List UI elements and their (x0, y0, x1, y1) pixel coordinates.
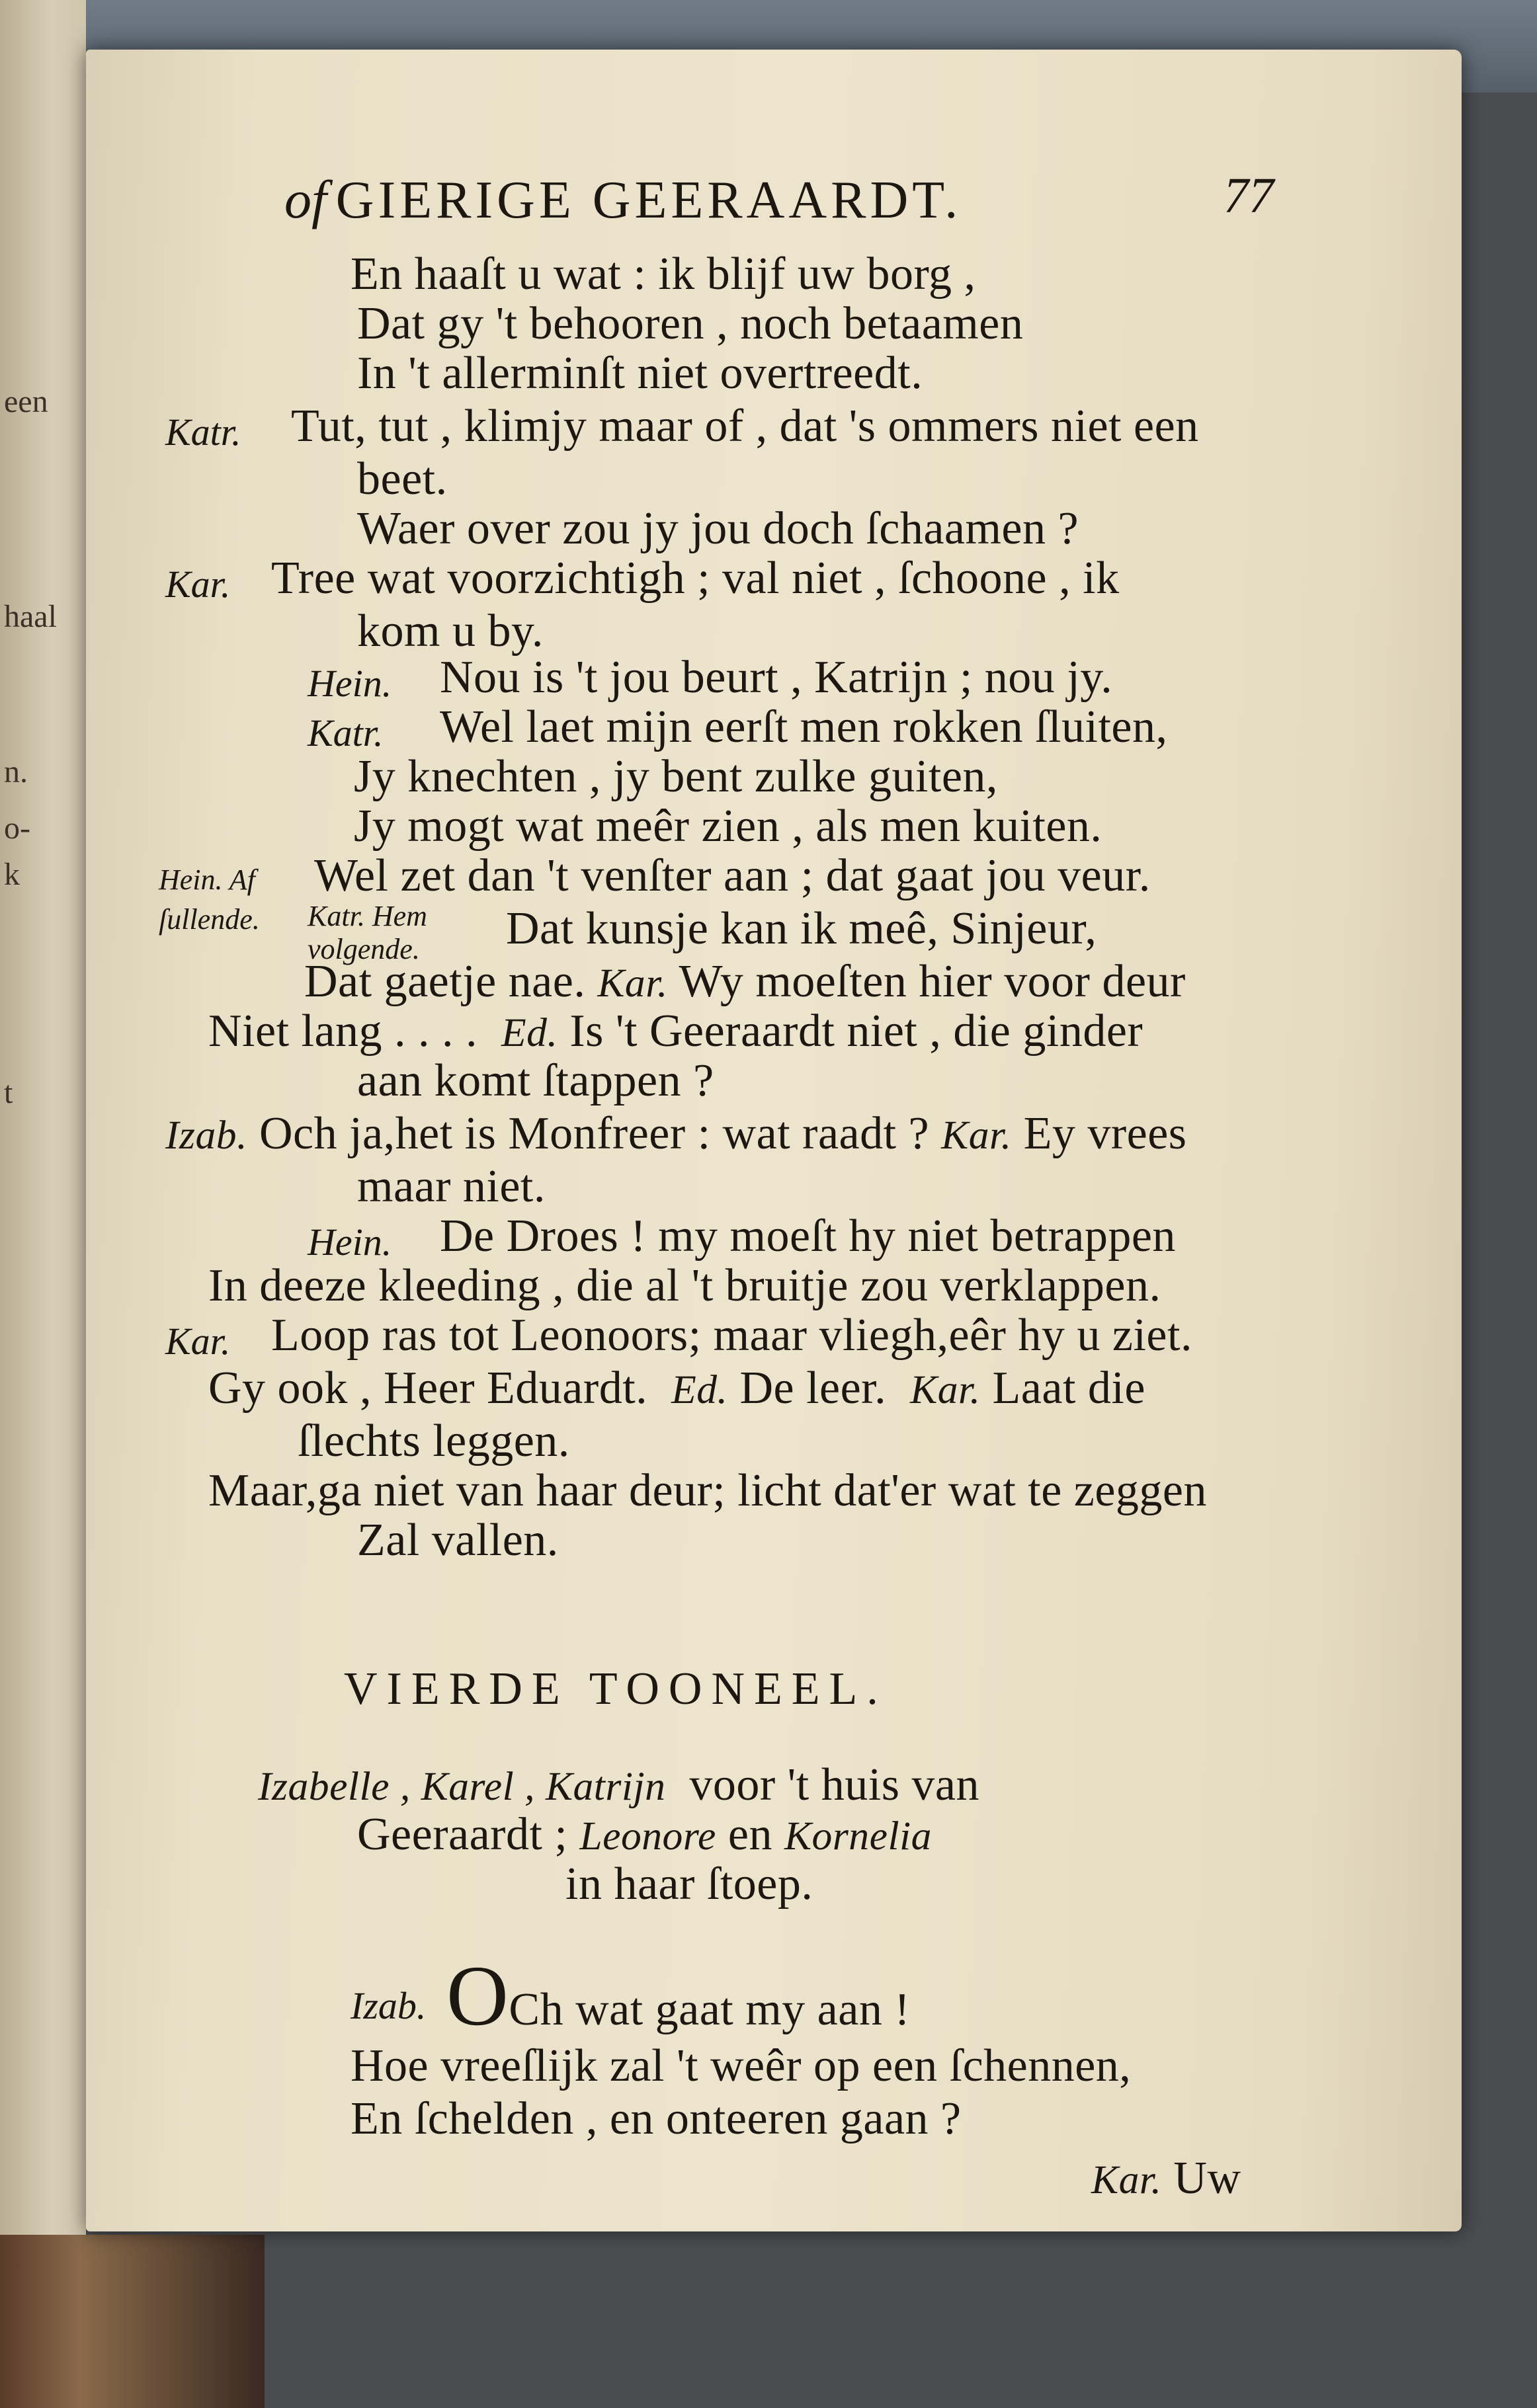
stage-direction: Hein. Af (159, 863, 255, 896)
stage-direction: ſullende. (159, 903, 260, 936)
verse-segment: Ey vrees (1023, 1108, 1187, 1159)
speaker-label: Izab. (351, 1984, 427, 2027)
speaker-label: Katr. (308, 711, 384, 754)
verse-line (208, 1362, 1145, 1415)
cast-line (357, 1808, 932, 1861)
cast-text: Geeraardt ; (357, 1809, 568, 1860)
verse-segment: Och ja,het is Monfreer : wat raadt ? (259, 1108, 930, 1159)
verse-line (446, 1948, 911, 2044)
header-of: of (284, 169, 327, 229)
cast-names: Kornelia (784, 1814, 932, 1859)
drop-cap: O (446, 1948, 509, 2044)
speaker-label: Kar. (941, 1113, 1012, 1158)
speaker-label: Ed. (671, 1367, 728, 1412)
verse-line: Jy mogt wat meêr zien , als men kuiten. (354, 801, 1102, 852)
verse-segment: Dat gaetje nae. (304, 956, 586, 1007)
verse-line: kom u by. (357, 606, 544, 657)
verse-line: En ſchelden , en onteeren gaan ? (351, 2093, 962, 2144)
verse-line: Wel zet dan 't venſter aan ; dat gaat jou veur. (314, 850, 1151, 901)
verse-line: ſlechts leggen. (298, 1416, 570, 1466)
left-page-fragment: een (4, 384, 48, 419)
speaker-label: Katr. (165, 411, 241, 454)
speaker-label: Hein. (308, 1221, 392, 1264)
verse-line (304, 955, 1186, 1008)
verse-segment: Gy ook , Heer Eduardt. (208, 1363, 648, 1414)
left-page-fragment: n. (4, 754, 28, 789)
verse-line: Maar,ga niet van haar deur; licht dat'er wat te zeggen (208, 1465, 1207, 1516)
verse-line: maar niet. (357, 1161, 546, 1212)
verse-line: Dat kunsje kan ik meê, Sinjeur, (506, 903, 1097, 954)
verse-line: Loop ras tot Leonoors; maar vliegh,eêr hy u ziet. (271, 1310, 1192, 1361)
cast-line (258, 1759, 979, 1812)
cast-text: en (727, 1809, 772, 1860)
verse-line: In 't allerminſt niet overtreedt. (357, 348, 923, 399)
verse-line: Wel laet mijn eerſt men rokken ſluiten, (440, 702, 1168, 752)
speaker-label: Izab. (165, 1113, 247, 1158)
speaker-label: Ed. (501, 1010, 558, 1055)
cast-line: in haar ſtoep. (565, 1859, 813, 1909)
verse-line: De Droes ! my moeſt hy niet betrappen (440, 1211, 1176, 1262)
book-page (86, 50, 1462, 2231)
left-page-fragment: haal (4, 599, 57, 634)
speaker-label: Kar. (165, 1320, 231, 1363)
left-page-fragment: o- (4, 811, 30, 846)
verse-segment: Niet lang . . . . (208, 1006, 478, 1057)
verse-segment: Laat die (992, 1363, 1145, 1414)
page-number: 77 (1224, 168, 1274, 223)
left-page-edge (0, 0, 86, 2408)
verse-line: Zal vallen. (357, 1515, 559, 1566)
left-page-fragment: k (4, 857, 20, 892)
speaker-label: Kar. (597, 961, 668, 1006)
running-header (284, 169, 962, 231)
verse-line (208, 1005, 1143, 1058)
speaker-label: Hein. (308, 662, 392, 705)
verse-line: Tree wat voorzichtigh ; val niet , ſchoone , ik (271, 553, 1120, 604)
verse-line: Tut, tut , klimjy maar of , dat 's ommers niet een (291, 401, 1199, 452)
header-title: GIERIGE GEERAARDT. (335, 171, 962, 229)
cast-names: Izabelle , Karel , Katrijn (258, 1764, 666, 1809)
verse-line: Nou is 't jou beurt , Katrijn ; nou jy. (440, 652, 1113, 703)
stage-direction: volgende. (308, 933, 420, 965)
left-page-fragment: t (4, 1075, 13, 1110)
catchword-text: Uw (1173, 2153, 1241, 2204)
verse-segment: De leer. (739, 1363, 887, 1414)
verse-line: Dat gy 't behooren , noch betaamen (357, 298, 1024, 349)
speaker-label: Kar. (165, 563, 231, 606)
book-spine (0, 2235, 265, 2408)
verse-segment: Is 't Geeraardt niet , die ginder (569, 1006, 1143, 1057)
catchword (1091, 2152, 1241, 2205)
verse-segment: Wy moeſten hier voor deur (679, 956, 1186, 1007)
verse-line: En haaſt u wat : ik blijf uw borg , (351, 249, 976, 300)
speaker-label: Kar. (910, 1367, 981, 1412)
cast-names: Leonore (579, 1814, 716, 1859)
cast-text: voor 't huis van (689, 1759, 980, 1810)
verse-line: beet. (357, 454, 448, 504)
verse-line: Waer over zou jy jou doch ſchaamen ? (357, 503, 1079, 554)
verse-line (165, 1107, 1187, 1160)
verse-line: Jy knechten , jy bent zulke guiten, (354, 751, 998, 802)
verse-line: In deeze kleeding , die al 't bruitje zou verklappen. (208, 1260, 1161, 1311)
verse-line: aan komt ſtappen ? (357, 1055, 714, 1106)
speaker-label: Kar. (1091, 2157, 1162, 2202)
stage-direction: Katr. Hem (308, 900, 427, 932)
verse-line: Hoe vreeſlijk zal 't weêr op een ſchennen, (351, 2040, 1132, 2091)
scene-title: VIERDE TOONEEL. (344, 1664, 888, 1714)
verse-segment: Ch wat gaat my aan ! (509, 1984, 911, 2035)
